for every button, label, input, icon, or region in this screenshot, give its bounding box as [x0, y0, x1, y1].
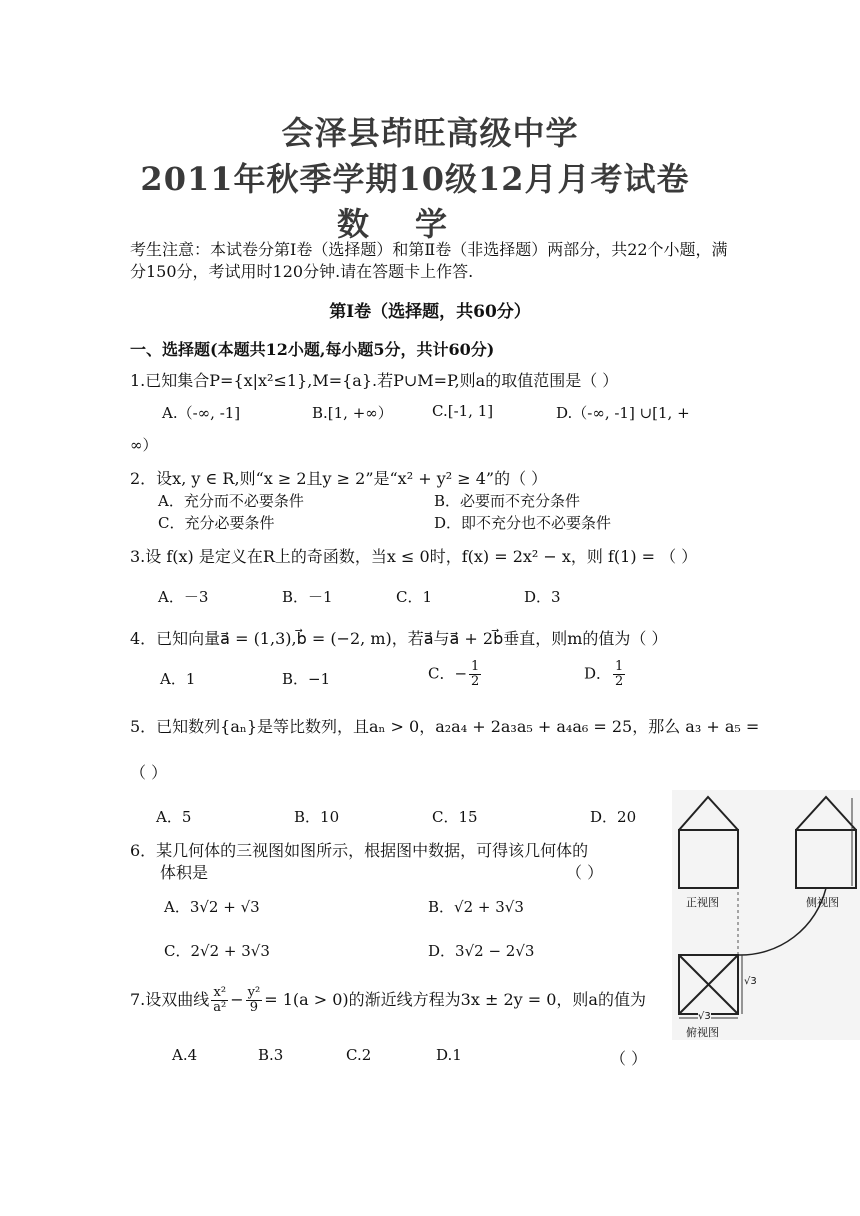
exam-title: 2011年秋季学期10级12月月考试卷 [140, 160, 690, 198]
q5-option-a: A．5 [156, 808, 192, 826]
q6-option-a: A．3√2 + √3 [164, 898, 260, 916]
question-5-stem-cont: （ ） [130, 763, 168, 782]
q6-option-b: B．√2 + 3√3 [428, 898, 524, 916]
section-heading: 一、选择题(本题共12小题,每小题5分，共计60分) [130, 340, 495, 359]
q2-option-b: B．必要而不充分条件 [434, 492, 581, 510]
section-title: 第Ⅰ卷（选择题，共60分） [329, 302, 531, 322]
q7-stem-suffix: = 1(a > 0)的渐近线方程为3x ± 2y = 0，则a的值为 [264, 990, 646, 1009]
q7-answer-paren: （ ） [610, 1049, 648, 1068]
q7-frac2-numerator: y² [247, 985, 261, 1000]
q4-d-denominator: 2 [615, 674, 624, 689]
q7-frac2-denominator: 9 [249, 1000, 259, 1015]
q4-option-d [584, 660, 627, 689]
question-5-stem: 5．已知数列{aₙ}是等比数列，且aₙ > 0，a₂a₄ + 2a₃a₅ + a₄a₆ = 25，那么 a₃ + a₅ = [130, 717, 760, 736]
three-view-drawing [672, 790, 860, 1040]
q6-option-d: D．3√2 − 2√3 [428, 942, 535, 960]
q1-option-c: C.[-1, 1] [432, 402, 494, 420]
subject-title: 数学 [336, 205, 493, 243]
q7-option-b: B.3 [258, 1046, 284, 1064]
q1-option-a: A.（-∞, -1] [162, 404, 241, 422]
question-7-stem [130, 986, 646, 1015]
q4-option-b: B．−1 [282, 670, 331, 688]
three-view-figure [672, 790, 860, 1040]
q1-option-d-cont: ∞） [130, 436, 158, 454]
q2-option-d: D．即不充分也不必要条件 [434, 514, 612, 532]
q7-option-a: A.4 [172, 1046, 198, 1064]
question-6-stem: 6．某几何体的三视图如图所示，根据图中数据，可得该几何体的 [130, 841, 589, 860]
q7-stem-prefix: 7.设双曲线 [130, 990, 210, 1009]
q7-minus: − [230, 990, 244, 1009]
q7-frac1-numerator: x² [213, 985, 227, 1000]
q4-option-c-prefix: C．− [428, 664, 468, 683]
q6-option-c: C．2√2 + 3√3 [164, 942, 270, 960]
q3-option-d: D．3 [524, 588, 561, 606]
q4-option-c [428, 660, 483, 689]
q3-option-a: A．－3 [158, 588, 209, 606]
q7-frac1-denominator: a² [213, 1000, 227, 1015]
q5-option-d: D．20 [590, 808, 637, 826]
q7-option-c: C.2 [346, 1046, 372, 1064]
question-2-stem: 2．设x, y ∈ R,则“x ≥ 2且y ≥ 2”是“x² + y² ≥ 4”的（ ） [130, 469, 548, 488]
width-sqrt3-label: √3 [698, 1011, 711, 1022]
school-name: 会泽县茚旺高级中学 [281, 114, 579, 152]
question-4-stem: 4．已知向量a⃗ = (1,3),b⃗ = (−2, m)，若a⃗与a⃗ + 2b⃗垂直，则m的值为（ ） [130, 629, 668, 648]
q3-option-b: B．－1 [282, 588, 333, 606]
side-view-label: 侧视图 [806, 896, 839, 909]
q4-d-numerator: 1 [615, 659, 624, 674]
q5-option-b: B．10 [294, 808, 340, 826]
front-view-label: 正视图 [686, 896, 719, 909]
q4-option-a: A．1 [160, 670, 196, 688]
top-view-label: 俯视图 [686, 1026, 719, 1039]
q6-answer-paren: （ ） [566, 863, 604, 882]
q1-option-d: D.（-∞, -1] ∪[1, + [556, 404, 690, 422]
question-3-stem: 3.设 f(x) 是定义在R上的奇函数，当x ≤ 0时，f(x) = 2x² − x，则 f(1) = （ ） [130, 547, 698, 566]
q2-option-a: A．充分而不必要条件 [158, 492, 304, 510]
question-6-stem-cont: 体积是 [160, 863, 209, 882]
question-1-stem: 1.已知集合P={x|x²≤1},M={a}.若P∪M=P,则a的取值范围是（ ） [130, 371, 619, 390]
q4-c-numerator: 1 [471, 659, 480, 674]
q7-option-d: D.1 [436, 1046, 462, 1064]
q4-c-denominator: 2 [471, 674, 480, 689]
q1-option-b: B.[1, +∞） [312, 404, 393, 422]
q3-option-c: C．1 [396, 588, 433, 606]
q5-option-c: C．15 [432, 808, 478, 826]
exam-notice: 考生注意：本试卷分第Ⅰ卷（选择题）和第Ⅱ卷（非选择题）两部分，共22个小题，满分150分，考试用时120分钟.请在答题卡上作答. [130, 240, 728, 281]
height-sqrt3-label: √3 [744, 976, 757, 987]
q2-option-c: C．充分必要条件 [158, 514, 275, 532]
q4-option-d-prefix: D． [584, 664, 612, 683]
